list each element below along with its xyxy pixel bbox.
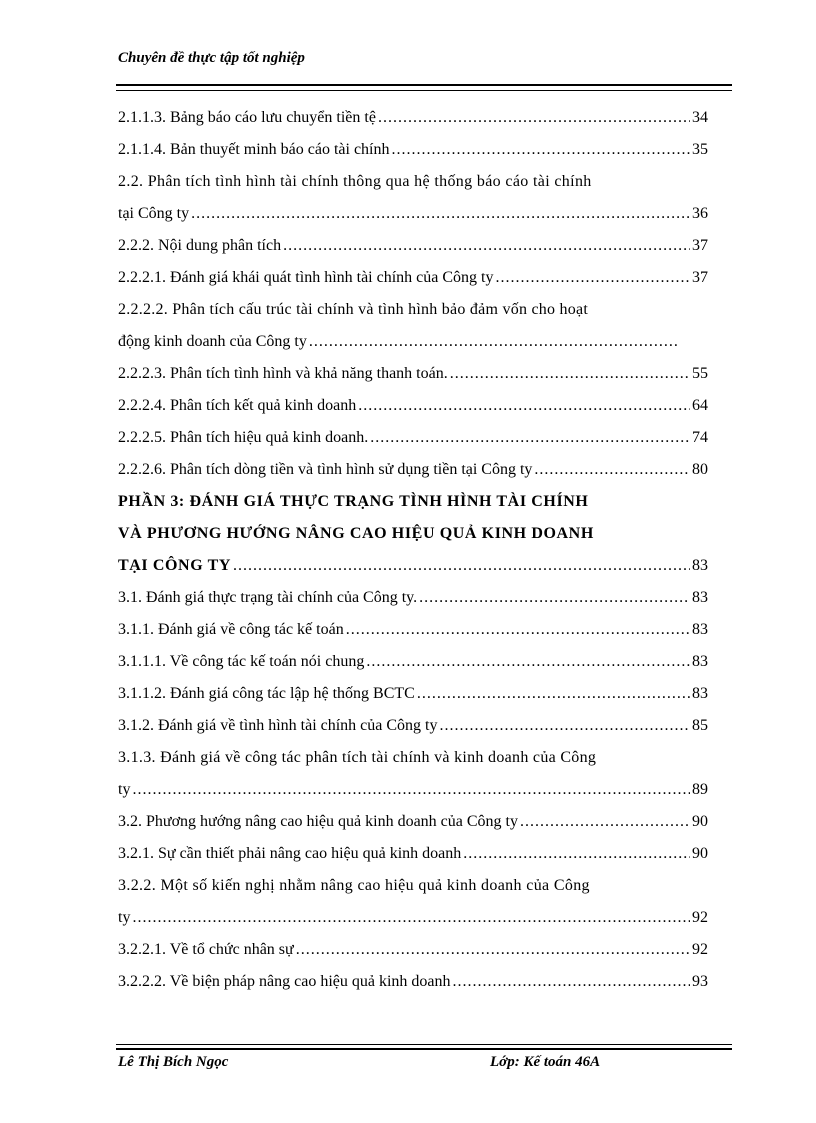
toc-entry[interactable] [118, 136, 708, 168]
toc-entry[interactable] [118, 424, 708, 456]
toc-entry-text: 2.2.2.1. Đánh giá khái quát tình hình tài chính của Công ty [118, 269, 494, 286]
toc-leader-dots [132, 776, 690, 804]
toc-entry-page: 35 [692, 141, 708, 158]
toc-entry[interactable] [118, 456, 708, 488]
toc-leader-dots [283, 232, 690, 260]
toc-entry-page: 90 [692, 813, 708, 830]
toc-leader-dots [346, 616, 690, 644]
toc-leader-dots [463, 840, 690, 868]
toc-entry[interactable] [118, 552, 708, 584]
toc-entry-page: 34 [692, 109, 708, 126]
table-of-contents [118, 104, 708, 1000]
toc-entry-text: 3.2.1. Sự cần thiết phải nâng cao hiệu quả kinh doanh [118, 845, 462, 862]
toc-entry-text: 3.2.2.2. Về biện pháp nâng cao hiệu quả kinh doanh [118, 973, 451, 990]
toc-leader-dots [296, 936, 690, 964]
toc-entry-text: động kinh doanh của Công ty [118, 333, 307, 350]
toc-entry-text: VÀ PHƯƠNG HƯỚNG NÂNG CAO HIỆU QUẢ KINH DOANH [118, 525, 594, 542]
toc-entry-text: 3.1.2. Đánh giá về tình hình tài chính của Công ty [118, 717, 438, 734]
toc-leader-dots [534, 456, 690, 484]
toc-entry[interactable] [118, 744, 708, 776]
toc-entry-page: 36 [692, 205, 708, 222]
toc-entry[interactable] [118, 584, 708, 616]
toc-entry[interactable] [118, 968, 708, 1000]
toc-leader-dots [378, 104, 690, 132]
toc-entry-text: 3.2. Phương hướng nâng cao hiệu quả kinh doanh của Công ty [118, 813, 518, 830]
toc-entry[interactable] [118, 872, 708, 904]
toc-entry-text: 3.1.1.1. Về công tác kế toán nói chung [118, 653, 365, 670]
toc-entry[interactable] [118, 200, 708, 232]
toc-entry-page: 37 [692, 269, 708, 286]
toc-part-heading[interactable] [118, 520, 708, 552]
toc-entry-page: 83 [692, 589, 708, 606]
toc-entry-text: 2.1.1.4. Bản thuyết minh báo cáo tài chính [118, 141, 390, 158]
toc-entry[interactable] [118, 232, 708, 264]
toc-entry-text: tại Công ty [118, 205, 190, 222]
toc-leader-dots [191, 200, 690, 228]
toc-leader-dots [233, 552, 690, 580]
toc-entry-text: ty [118, 781, 131, 798]
footer-rule-thick [116, 1048, 732, 1050]
toc-part-heading[interactable] [118, 488, 708, 520]
toc-entry-text: PHẦN 3: ĐÁNH GIÁ THỰC TRẠNG TÌNH HÌNH TÀI CHÍNH [118, 493, 589, 510]
toc-leader-dots [392, 136, 691, 164]
toc-entry-text: 2.2. Phân tích tình hình tài chính thông qua hệ thống báo cáo tài chính [118, 173, 592, 190]
toc-entry-text: 2.2.2.6. Phân tích dòng tiền và tình hình sử dụng tiền tại Công ty [118, 461, 533, 478]
toc-leader-dots [132, 904, 690, 932]
toc-entry[interactable] [118, 776, 708, 808]
toc-leader-dots [417, 680, 690, 708]
toc-entry[interactable] [118, 616, 708, 648]
page-header-title: Chuyên đề thực tập tốt nghiệp [118, 50, 305, 66]
footer-author: Lê Thị Bích Ngọc [118, 1054, 229, 1070]
toc-entry-page: 83 [692, 653, 708, 670]
toc-entry-page: 92 [692, 909, 708, 926]
toc-entry[interactable] [118, 360, 708, 392]
toc-entry[interactable] [118, 712, 708, 744]
toc-entry-page: 92 [692, 941, 708, 958]
toc-entry[interactable] [118, 328, 708, 360]
toc-entry-text: 2.2.2.4. Phân tích kết quả kinh doanh [118, 397, 357, 414]
footer-class: Lớp: Kế toán 46A [490, 1054, 601, 1070]
toc-entry-page: 89 [692, 781, 708, 798]
header-rule-thick [116, 84, 732, 86]
toc-leader-dots [440, 712, 691, 740]
toc-entry[interactable] [118, 936, 708, 968]
toc-leader-dots [453, 968, 690, 996]
toc-entry-text: 3.1. Đánh giá thực trạng tài chính của Công ty. [118, 589, 418, 606]
toc-entry[interactable] [118, 296, 708, 328]
toc-entry-text: 3.1.3. Đánh giá về công tác phân tích tài chính và kinh doanh của Công [118, 749, 597, 766]
toc-entry-text: TẠI CÔNG TY [118, 557, 231, 574]
toc-leader-dots [366, 648, 690, 676]
toc-entry-page: 93 [692, 973, 708, 990]
toc-entry[interactable] [118, 104, 708, 136]
toc-entry-text: 3.1.1.2. Đánh giá công tác lập hệ thống BCTC [118, 685, 415, 702]
toc-entry-text: 2.2.2.2. Phân tích cấu trúc tài chính và tình hình bảo đảm vốn cho hoạt [118, 301, 589, 318]
toc-entry-text: ty [118, 909, 131, 926]
header-rule-thin [116, 90, 732, 91]
toc-entry-page: 55 [692, 365, 708, 382]
toc-entry-text: 2.2.2.5. Phân tích hiệu quả kinh doanh. [118, 429, 369, 446]
toc-entry-page: 83 [692, 685, 708, 702]
toc-leader-dots [358, 392, 690, 420]
toc-entry[interactable] [118, 680, 708, 712]
toc-entry-page: 74 [692, 429, 708, 446]
toc-leader-dots [370, 424, 690, 452]
toc-entry[interactable] [118, 168, 708, 200]
toc-leader-dots [419, 584, 690, 612]
toc-leader-dots [496, 264, 691, 292]
toc-entry-page: 80 [692, 461, 708, 478]
footer-rule-thin [116, 1044, 732, 1045]
toc-entry-page: 85 [692, 717, 708, 734]
toc-entry-text: 3.2.2.1. Về tổ chức nhân sự [118, 941, 294, 958]
toc-entry[interactable] [118, 904, 708, 936]
toc-entry-page: 37 [692, 237, 708, 254]
toc-entry-text: 3.1.1. Đánh giá về công tác kế toán [118, 621, 344, 638]
toc-entry[interactable] [118, 392, 708, 424]
toc-leader-dots [309, 328, 678, 356]
toc-leader-dots [520, 808, 690, 836]
toc-entry-page: 64 [692, 397, 708, 414]
toc-entry[interactable] [118, 648, 708, 680]
toc-leader-dots [450, 360, 690, 388]
toc-entry-text: 3.2.2. Một số kiến nghị nhằm nâng cao hiệu quả kinh doanh của Công [118, 877, 590, 894]
toc-entry[interactable] [118, 840, 708, 872]
toc-entry-text: 2.2.2. Nội dung phân tích [118, 237, 282, 254]
toc-entry[interactable] [118, 264, 708, 296]
toc-entry-text: 2.1.1.3. Bảng báo cáo lưu chuyển tiền tệ [118, 109, 376, 126]
toc-entry[interactable] [118, 808, 708, 840]
toc-entry-text: 2.2.2.3. Phân tích tình hình và khả năng thanh toán. [118, 365, 448, 382]
toc-entry-page: 90 [692, 845, 708, 862]
toc-entry-page: 83 [692, 621, 708, 638]
toc-entry-page: 83 [692, 557, 708, 574]
